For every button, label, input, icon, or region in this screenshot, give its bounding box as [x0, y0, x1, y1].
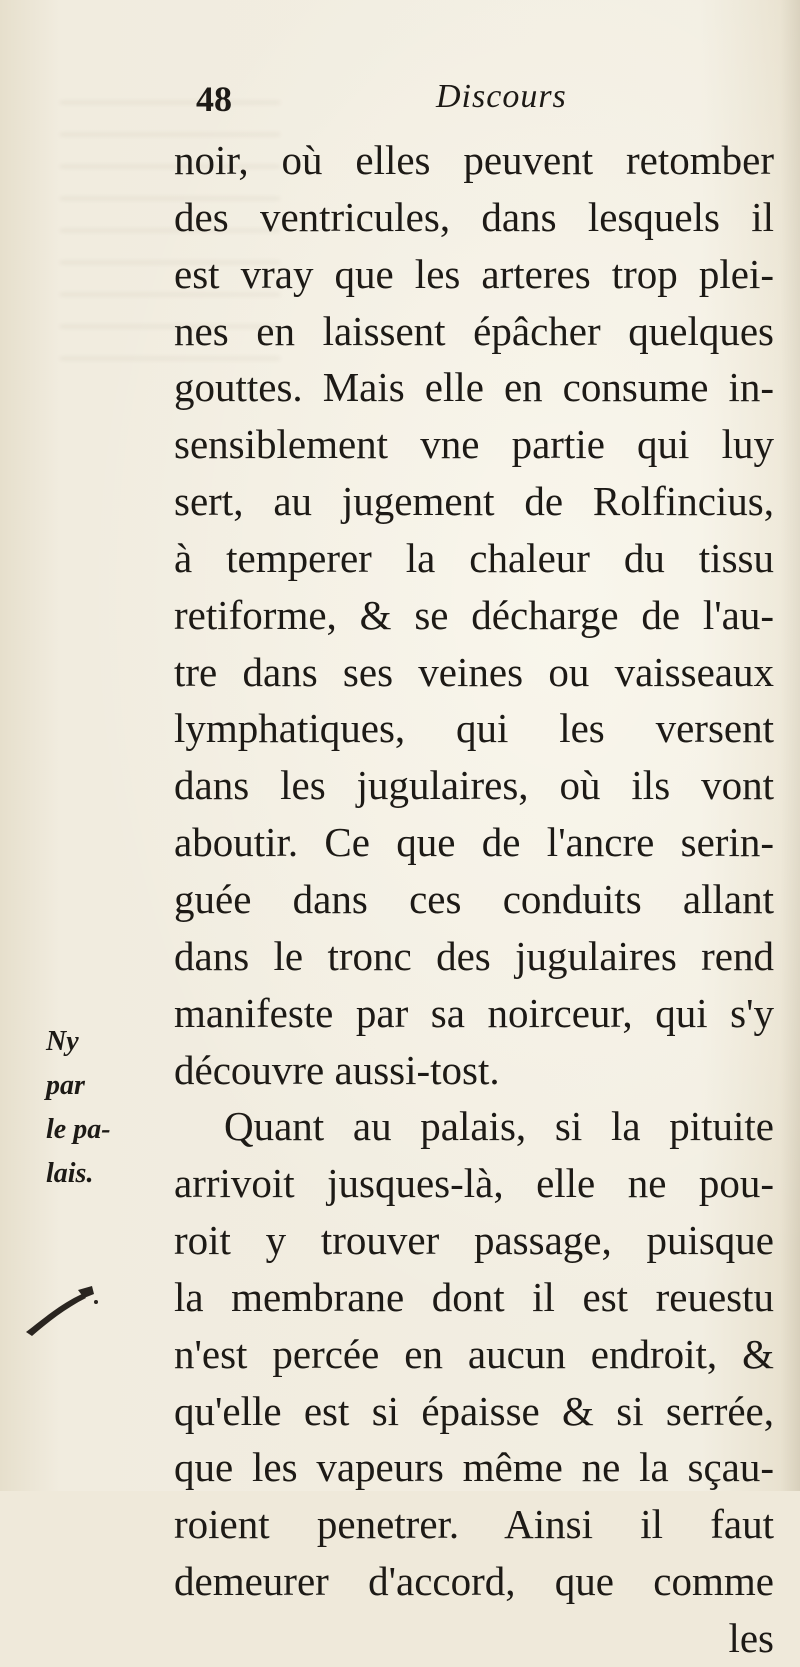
- margin-note: [46, 1020, 166, 1196]
- text-line: sensiblement vne partie qui luy: [174, 421, 774, 468]
- text-line: dans le tronc des jugulaires rend: [174, 932, 774, 979]
- paragraph-start-line: Quant au palais, si la pituite: [224, 1103, 774, 1150]
- page-header: [0, 72, 800, 122]
- text-line: noir, où elles peuvent retomber: [174, 137, 774, 183]
- body-text: [174, 132, 774, 1667]
- text-line: n'est percée en aucun endroit, &: [174, 1330, 774, 1377]
- text-line: la membrane dont il est reuestu: [174, 1273, 774, 1320]
- margin-note-line: lais.: [46, 1158, 94, 1189]
- text-line: à temperer la chaleur du tissu: [174, 534, 774, 581]
- text-line: guée dans ces conduits allant: [174, 875, 774, 922]
- text-line: retiforme, & se décharge de l'au-: [174, 591, 774, 638]
- paragraph-end-line: découvre aussi-tost.: [174, 1046, 500, 1093]
- ink-stain-mark: [22, 1280, 102, 1340]
- text-line: tre dans ses veines ou vaisseaux: [174, 648, 774, 695]
- text-line: demeurer d'accord, que comme: [174, 1558, 774, 1605]
- running-head: Discours: [436, 78, 567, 115]
- text-line: des ventricules, dans lesquels il: [174, 193, 774, 240]
- text-line: dans les jugulaires, où ils vont: [174, 762, 774, 809]
- text-line: sert, au jugement de Rolfincius,: [174, 478, 774, 525]
- text-line: qu'elle est si épaisse & si serrée,: [174, 1387, 774, 1434]
- margin-note-line: le pa-: [46, 1114, 111, 1145]
- text-line: gouttes. Mais elle en consume in-: [174, 364, 774, 411]
- text-line: roit y trouver passage, puisque: [174, 1217, 774, 1264]
- text-line: manifeste par sa noirceur, qui s'y: [174, 989, 774, 1036]
- text-line: arrivoit jusques-là, elle ne pou-: [174, 1160, 774, 1207]
- text-line: nes en laissent épâcher quelques: [174, 307, 774, 354]
- text-line: lymphatiques, qui les versent: [174, 705, 774, 752]
- margin-note-line: par: [46, 1070, 85, 1101]
- text-line: roient penetrer. Ainsi il faut: [174, 1501, 774, 1548]
- margin-note-line: Ny: [46, 1026, 79, 1057]
- catchword: les: [728, 1614, 774, 1661]
- page-number: 48: [196, 79, 232, 119]
- text-line: aboutir. Ce que de l'ancre serin-: [174, 819, 774, 866]
- text-line: est vray que les arteres trop plei-: [174, 250, 774, 297]
- text-line: que les vapeurs même ne la sçau-: [174, 1444, 774, 1491]
